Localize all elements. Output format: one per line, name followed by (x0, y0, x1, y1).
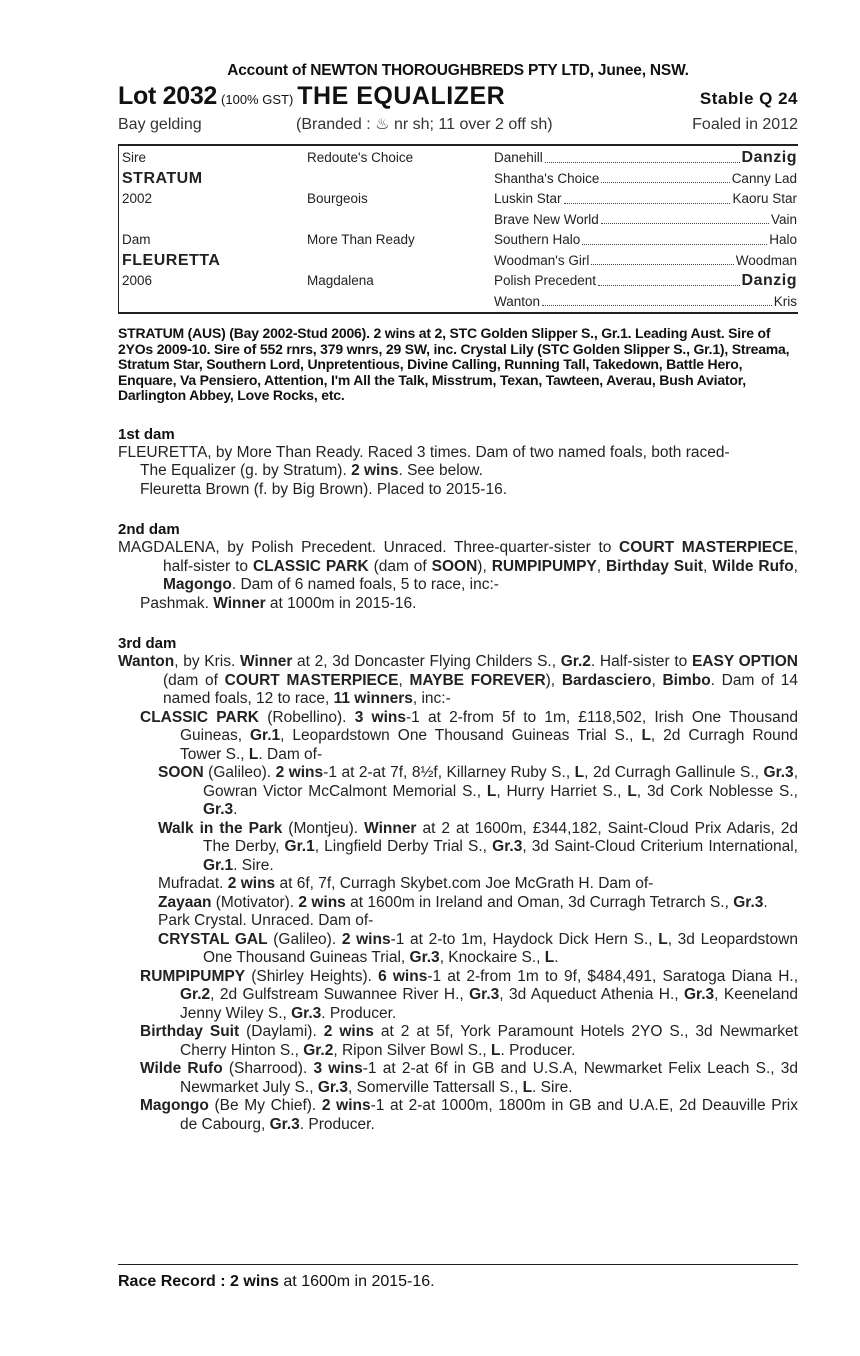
gst-note: (100% GST) (221, 92, 294, 107)
pedigree-gen1: STRATUM (122, 169, 203, 187)
pedigree-gen2: Magdalena (307, 273, 374, 288)
grandfoal-entry: Walk in the Park (Montjeu). Winner at 2 at 1600m, £344,182, Saint-Cloud Prix Adaris, 2d The Derby, Gr.1, Lingfield Derby Trial S., Gr.3, 3d Saint-Cloud Criterium International, Gr.1. Sire. (158, 819, 799, 874)
section-heading: 2nd dam (118, 521, 180, 538)
pedigree-row (119, 210, 798, 231)
pedigree-ancestor-sire: Kris (773, 293, 797, 309)
pedigree-gen3 (494, 148, 797, 169)
pedigree-gen2: More Than Ready (307, 232, 415, 247)
pedigree-ancestor-sire: Woodman (735, 252, 797, 268)
dot-leader (601, 210, 769, 225)
pedigree-gen3 (494, 169, 797, 190)
sire-summary: STRATUM (AUS) (Bay 2002-Stud 2006). 2 wins at 2, STC Golden Slipper S., Gr.1. Leading Aust. Sire of 2YOs 2009-10. Sire of 552 rnrs, 379 wnrs, 29 SW, inc. Crystal Lily (STC Golden Slipper S., Gr.1), Streama, Stratum Star, Southern Lord, Unpretentious, Divine Calling, Running Tall, Takedown, Battle Hero, Enquare, Va Pensiero, Attention, I'm All the Talk, Misstrum, Texan, Tawteen, Averau, Bush Aviator, Darlington Abbey, Love Rocks, etc. (118, 325, 790, 403)
brand-info: (Branded : ♨ nr sh; 11 over 2 off sh) (296, 116, 553, 133)
grandfoal-entry: SOON (Galileo). 2 wins-1 at 2-at 7f, 8½f, Killarney Ruby S., L, 2d Curragh Gallinule S., Gr.3, Gowran Victor McCalmont Memorial S., L, Hurry Harriet S., L, 3d Cork Noblesse S., Gr.3. (158, 764, 798, 818)
vendor-account: Account of NEWTON THOROUGHBREDS PTY LTD, Junee, NSW. (227, 62, 689, 79)
pedigree-ancestor: Shantha's Choice (494, 170, 600, 186)
foal-entry: Magongo (Be My Chief). 2 wins-1 at 2-at 1000m, 1800m in GB and U.A.E, 2d Deauville Prix de Cabourg, Gr.3. Producer. (140, 1097, 798, 1133)
dot-leader (564, 189, 731, 204)
catalogue-page (118, 62, 798, 1134)
lot-number: Lot 2032 (118, 82, 218, 110)
race-record-label: Race Record : (118, 1273, 231, 1290)
pedigree-table (118, 144, 798, 314)
pedigree-ancestor: Brave New World (494, 211, 599, 227)
pedigree-ancestor: Woodman's Girl (494, 252, 590, 268)
pedigree-gen3 (494, 271, 797, 292)
lot-line (118, 82, 798, 112)
pedigree-ancestor: Southern Halo (494, 232, 581, 247)
foaled-year: Foaled in 2012 (692, 116, 798, 133)
horse-details (118, 114, 798, 136)
horse-name: THE EQUALIZER (297, 82, 506, 110)
pedigree-ancestor: Luskin Star (494, 191, 562, 206)
first-dam-section (118, 426, 798, 500)
pedigree-gen1: 2006 (122, 273, 153, 288)
race-record-detail: at 1600m in 2015-16. (278, 1273, 435, 1290)
horse-sex: Bay gelding (118, 116, 202, 133)
stable-location: Stable Q 24 (699, 89, 798, 108)
section-heading: 3rd dam (118, 635, 177, 652)
dam-intro: MAGDALENA, by Polish Precedent. Unraced. Three-quarter-sister to COURT MASTERPIECE, half-sister to CLASSIC PARK (dam of SOON), RUMPIPUMPY, Birthday Suit, Wilde Rufo, Magongo. Dam of 6 named foals, 5 to race, inc:- (118, 539, 798, 593)
pedigree-gen1: FLEURETTA (122, 251, 221, 269)
pedigree-gen2: Bourgeois (307, 191, 368, 206)
pedigree-row (119, 230, 798, 251)
dam-intro: Wanton, by Kris. Winner at 2, 3d Doncaster Flying Childers S., Gr.2. Half-sister to EASY OPTION (dam of COURT MASTERPIECE, MAYBE FOREVER), Bardasciero, Bimbo. Dam of 14 named foals, 12 to race, 11 winners, inc:- (118, 653, 798, 707)
third-dam-section (118, 635, 798, 1134)
pedigree-row (119, 251, 798, 272)
dam-intro: FLEURETTA, by More Than Ready. Raced 3 times. Dam of two named foals, both raced- (118, 443, 730, 461)
pedigree-ancestor-sire: Kaoru Star (732, 191, 797, 206)
pedigree-ancestor: Polish Precedent (494, 273, 597, 288)
pedigree-gen1: Dam (122, 232, 151, 247)
dot-leader (542, 292, 772, 307)
foal-entry: RUMPIPUMPY (Shirley Heights). 6 wins-1 at 2-from 1m to 9f, $484,491, Saratoga Diana H., Gr.2, 2d Gulfstream Suwannee River H., Gr.3, 3d Aqueduct Athenia H., Gr.3, Keeneland Jenny Wiley S., Gr.3. Producer. (140, 967, 799, 1022)
foal-entry: The Equalizer (g. by Stratum). 2 wins. See below. (140, 462, 483, 479)
race-record-wins: 2 wins (230, 1273, 279, 1290)
grandfoal-entry: CRYSTAL GAL (Galileo). 2 wins-1 at 2-to 1m, Haydock Dick Hern S., L, 3d Leopardstown One Thousand Guineas Trial, Gr.3, Knockaire S., L. (158, 930, 798, 966)
pedigree-gen1: Sire (122, 150, 147, 165)
second-dam-section (118, 521, 798, 613)
pedigree-gen3 (494, 210, 797, 231)
pedigree-row (119, 271, 798, 292)
pedigree-row (119, 189, 798, 210)
pedigree-ancestor: Danehill (494, 150, 543, 165)
pedigree-gen3 (494, 230, 797, 251)
pedigree-ancestor: Wanton (494, 293, 541, 309)
pedigree-ancestor-sire: Canny Lad (731, 170, 797, 186)
pedigree-gen1: 2002 (122, 191, 153, 206)
pedigree-ancestor-sire: Danzig (741, 272, 797, 289)
foal-entry: Mufradat. 2 wins at 6f, 7f, Curragh Skybet.com Joe McGrath H. Dam of- (158, 875, 654, 892)
dot-leader (582, 230, 767, 245)
race-record (118, 1264, 798, 1291)
pedigree-ancestor-sire: Vain (770, 211, 797, 227)
pedigree-ancestor-sire: Halo (769, 232, 797, 247)
pedigree-gen3 (494, 189, 797, 210)
foal-entry: CLASSIC PARK (Robellino). 3 wins-1 at 2-from 5f to 1m, £118,502, Irish One Thousand Guineas, Gr.1, Leopardstown One Thousand Guineas Trial S., L, 2d Curragh Round Tower S., L. Dam of- (140, 708, 799, 763)
dot-leader (545, 148, 740, 163)
grandfoal-entry: Zayaan (Motivator). 2 wins at 1600m in Ireland and Oman, 3d Curragh Tetrarch S., Gr.3. (158, 893, 768, 911)
foal-entry: Pashmak. Winner at 1000m in 2015-16. (140, 594, 417, 612)
pedigree-gen3 (494, 292, 797, 313)
dot-leader (591, 251, 733, 266)
section-heading: 1st dam (118, 425, 175, 443)
pedigree-gen3 (494, 251, 797, 272)
dot-leader (601, 169, 729, 184)
foal-entry: Birthday Suit (Daylami). 2 wins at 2 at 5f, York Paramount Hotels 2YO S., 3d Newmarket Cherry Hinton S., Gr.2, Ripon Silver Bowl S., L. Producer. (140, 1023, 798, 1059)
foal-entry: Park Crystal. Unraced. Dam of- (158, 912, 374, 929)
pedigree-gen2: Redoute's Choice (307, 150, 414, 165)
pedigree-row (119, 169, 798, 190)
foal-entry: Wilde Rufo (Sharrood). 3 wins-1 at 2-at 6f in GB and U.S.A, Newmarket Felix Leach S., 3d Newmarket July S., Gr.3, Somerville Tattersall S., L. Sire. (140, 1060, 798, 1096)
pedigree-row (119, 148, 798, 169)
pedigree-ancestor-sire: Danzig (741, 149, 797, 166)
foal-entry: Fleuretta Brown (f. by Big Brown). Placed to 2015-16. (140, 480, 508, 498)
dot-leader (598, 271, 739, 286)
pedigree-row (119, 292, 798, 313)
